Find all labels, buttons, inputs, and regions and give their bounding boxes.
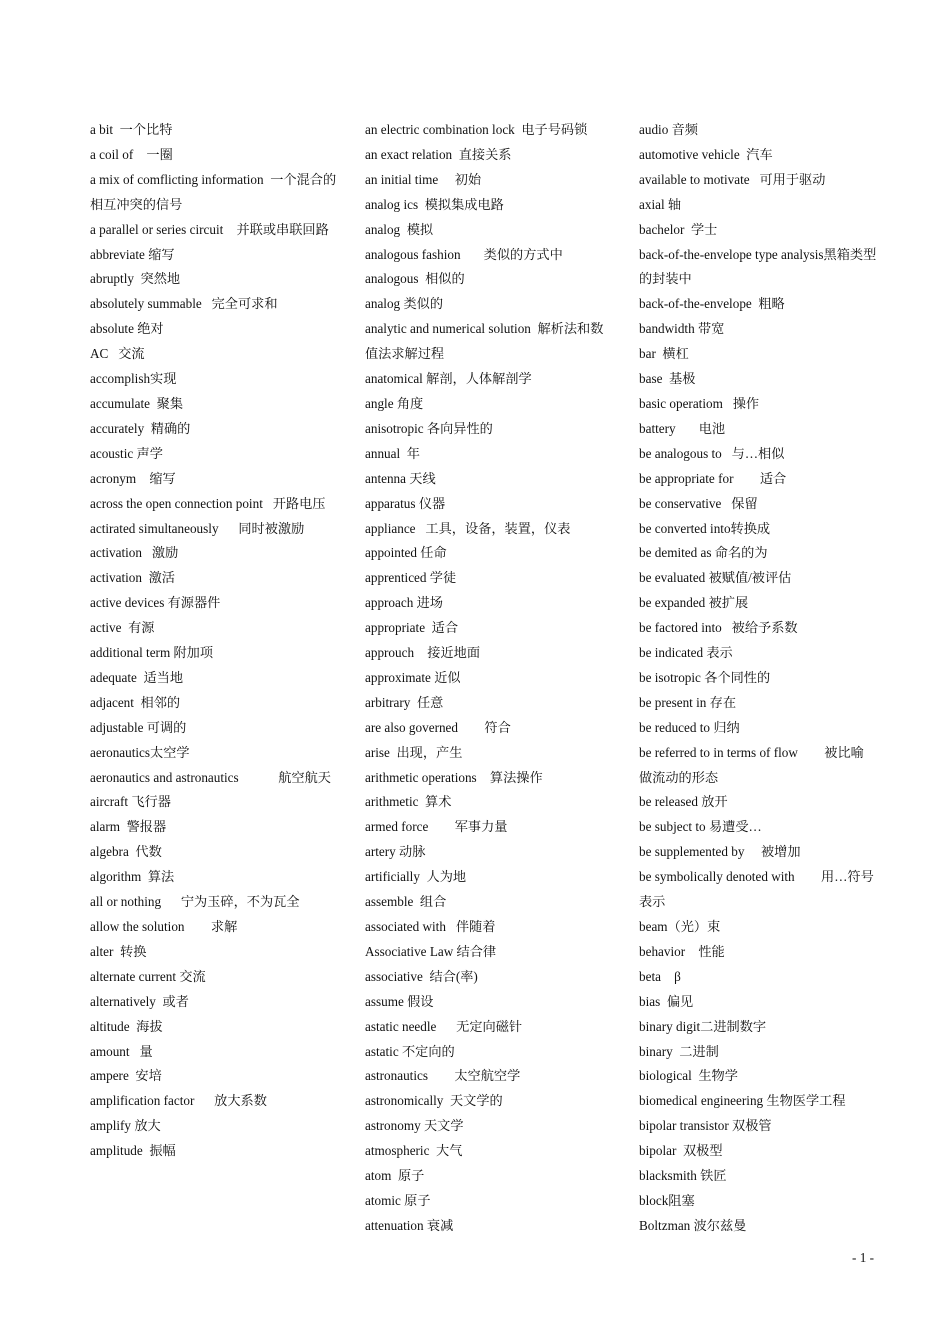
glossary-entry: be symbolically denoted with 用…符号表示 (639, 869, 874, 910)
glossary-entry: be isotropic 各个同性的 (639, 669, 771, 685)
glossary-entry: amount 量 (90, 1043, 153, 1059)
glossary-entry: artery 动脉 (365, 844, 426, 860)
glossary-entry: absolute 绝对 (90, 321, 164, 337)
glossary-entry: battery 电池 (639, 420, 726, 436)
glossary-entry: back-of-the-envelope 粗略 (639, 296, 785, 312)
glossary-entry: active devices 有源器件 (90, 595, 221, 611)
glossary-entry: base 基极 (639, 371, 696, 387)
glossary-entry: be analogous to 与…相似 (639, 445, 785, 461)
glossary-entry: algorithm 算法 (90, 869, 175, 885)
glossary-entry: be indicated 表示 (639, 645, 733, 661)
glossary-entry: additional term 附加项 (90, 645, 214, 661)
glossary-entry: Boltzman 波尔兹曼 (639, 1217, 747, 1233)
glossary-entry: amplification factor 放大系数 (90, 1093, 267, 1109)
glossary-entry: be reduced to 归纳 (639, 719, 740, 735)
glossary-entry: actirated simultaneously 同时被激励 (90, 520, 305, 536)
glossary-entry: be conservative 保留 (639, 495, 758, 511)
glossary-entry: altitude 海拔 (90, 1018, 163, 1034)
glossary-entry: alarm 警报器 (90, 819, 167, 835)
glossary-entry: audio 音频 (639, 122, 698, 137)
glossary-entry: algebra 代数 (90, 844, 162, 860)
glossary-column-2 (365, 118, 615, 1239)
glossary-entry: blacksmith 铁匠 (639, 1168, 727, 1184)
glossary-entry: block阻塞 (639, 1192, 695, 1208)
glossary-entry: a parallel or series circuit 并联或串联回路 (90, 221, 329, 237)
glossary-entry: binary 二进制 (639, 1043, 719, 1059)
glossary-entry: alter 转换 (90, 943, 147, 959)
glossary-entry: AC 交流 (90, 346, 145, 362)
glossary-entry: axial 轴 (639, 196, 682, 212)
glossary-entry: be released 放开 (639, 794, 728, 810)
glossary-entry: across the open connection point 开路电压 (90, 495, 326, 511)
glossary-entry: amplify 放大 (90, 1118, 161, 1134)
glossary-entry: bar 横杠 (639, 346, 689, 362)
glossary-entry: assume 假设 (365, 993, 434, 1009)
glossary-entry: activation 激励 (90, 545, 179, 561)
glossary-entry: absolutely summable 完全可求和 (90, 296, 278, 312)
glossary-entry: abruptly 突然地 (90, 271, 181, 287)
glossary-entry: an initial time 初始 (365, 171, 482, 187)
glossary-entry: appointed 任命 (365, 545, 447, 561)
glossary-entry: active 有源 (90, 620, 155, 636)
glossary-entry: be supplemented by 被增加 (639, 844, 801, 860)
glossary-entry: accomplish实现 (90, 371, 177, 387)
glossary-entry: be factored into 被给予系数 (639, 620, 798, 636)
glossary-entry: a bit 一个比特 (90, 122, 173, 137)
glossary-entry: be appropriate for 适合 (639, 470, 787, 486)
glossary-entry: be converted into转换成 (639, 520, 771, 536)
glossary-entry: appropriate 适合 (365, 620, 459, 636)
glossary-entry: activation 激活 (90, 570, 175, 586)
glossary-entry: artificially 人为地 (365, 869, 467, 885)
glossary-entry: alternatively 或者 (90, 993, 189, 1009)
glossary-entry: abbreviate 缩写 (90, 246, 175, 262)
glossary-entry: be subject to 易遭受… (639, 819, 762, 835)
glossary-entry: analogous 相似的 (365, 271, 465, 287)
glossary-entry: arithmetic operations 算法操作 (365, 769, 543, 785)
glossary-entry: adjustable 可调的 (90, 719, 187, 735)
glossary-entry: be present in 存在 (639, 694, 737, 710)
glossary-entry: adequate 适当地 (90, 669, 184, 685)
glossary-entry: atom 原子 (365, 1168, 425, 1184)
glossary-entry: astatic needle 无定向磁针 (365, 1018, 523, 1034)
glossary-entry: bipolar 双极型 (639, 1143, 723, 1159)
glossary-entry: bias 偏见 (639, 993, 694, 1009)
glossary-entry: arise 出现，产生 (365, 744, 463, 760)
glossary-entry: be demited as 命名的为 (639, 545, 768, 561)
glossary-entry: Associative Law 结合律 (365, 943, 497, 959)
glossary-entry: assemble 组合 (365, 894, 447, 910)
glossary-entry: back-of-the-envelope type analysis黑箱类型的封装中 (639, 246, 877, 287)
glossary-entry: acronym 缩写 (90, 470, 176, 486)
glossary-entry: antenna 天线 (365, 470, 436, 486)
glossary-entry: bipolar transistor 双极管 (639, 1118, 772, 1134)
glossary-entry: approximate 近似 (365, 669, 461, 685)
glossary-entry: armed force 军事力量 (365, 819, 508, 835)
glossary-entry: biological 生物学 (639, 1068, 738, 1084)
glossary-entry: arbitrary 任意 (365, 694, 444, 710)
glossary-entry: aeronautics太空学 (90, 744, 190, 760)
page-number: - 1 - (852, 1250, 874, 1265)
glossary-entry: biomedical engineering 生物医学工程 (639, 1093, 846, 1109)
glossary-entry: basic operatiom 操作 (639, 395, 760, 411)
glossary-entry: associated with 伴随着 (365, 919, 496, 934)
glossary-entry: adjacent 相邻的 (90, 694, 181, 710)
glossary-entry: aeronautics and astronautics 航空航天 (90, 769, 331, 785)
glossary-entry: attenuation 衰减 (365, 1217, 454, 1233)
glossary-entry: accurately 精确的 (90, 420, 191, 436)
glossary-entry: arithmetic 算术 (365, 794, 452, 810)
glossary-entry: appliance 工具，设备，装置，仪表 (365, 520, 571, 536)
glossary-entry: anisotropic 各向异性的 (365, 420, 493, 436)
glossary-entry: behavior 性能 (639, 943, 725, 959)
glossary-entry: apparatus 仪器 (365, 495, 446, 511)
glossary-entry: analog ics 模拟集成电路 (365, 196, 504, 212)
glossary-entry: atmospheric 大气 (365, 1143, 463, 1159)
glossary-entry: automotive vehicle 汽车 (639, 146, 773, 162)
glossary-entry: approuch 接近地面 (365, 645, 481, 661)
glossary-entry: available to motivate 可用于驱动 (639, 171, 826, 187)
glossary-entry: beam（光）束 (639, 919, 721, 934)
glossary-entry: astronautics 太空航空学 (365, 1068, 521, 1084)
glossary-entry: analog 模拟 (365, 221, 434, 237)
glossary-entry: allow the solution 求解 (90, 919, 238, 934)
glossary-entry: analogous fashion 类似的方式中 (365, 246, 563, 262)
glossary-column-3 (639, 118, 877, 1239)
glossary-entry: bachelor 学士 (639, 221, 718, 237)
glossary-entry: annual 年 (365, 445, 420, 461)
glossary-column-1 (90, 118, 340, 1164)
glossary-entry: all or nothing 宁为玉碎，不为瓦全 (90, 894, 300, 910)
glossary-entry: anatomical 解剖，人体解剖学 (365, 371, 532, 387)
glossary-entry: a mix of comflicting information 一个混合的相互冲突的信号 (90, 171, 337, 212)
glossary-entry: alternate current 交流 (90, 968, 206, 984)
glossary-entry: associative 结合(率) (365, 968, 478, 984)
glossary-entry: beta β (639, 968, 681, 984)
glossary-entry: bandwidth 带宽 (639, 321, 725, 337)
glossary-entry: angle 角度 (365, 395, 424, 411)
glossary-entry: binary digit二进制数字 (639, 1018, 767, 1034)
glossary-entry: an exact relation 直接关系 (365, 146, 512, 162)
glossary-entry: a coil of 一圈 (90, 146, 173, 162)
glossary-entry: be referred to in terms of flow 被比喻做流动的形态 (639, 744, 864, 785)
glossary-entry: analog 类似的 (365, 296, 444, 312)
glossary-entry: apprenticed 学徒 (365, 570, 457, 586)
glossary-entry: amplitude 振幅 (90, 1143, 176, 1159)
glossary-entry: an electric combination lock 电子号码锁 (365, 122, 588, 137)
glossary-entry: atomic 原子 (365, 1192, 431, 1208)
glossary-entry: ampere 安培 (90, 1068, 162, 1084)
glossary-entry: be expanded 被扩展 (639, 595, 749, 611)
glossary-entry: aircraft 飞行器 (90, 794, 171, 810)
glossary-entry: acoustic 声学 (90, 445, 163, 461)
glossary-entry: approach 进场 (365, 595, 443, 611)
glossary-entry: accumulate 聚集 (90, 395, 184, 411)
glossary-entry: are also governed 符合 (365, 719, 511, 735)
glossary-entry: analytic and numerical solution 解析法和数值法求解过程 (365, 321, 604, 362)
glossary-entry: astronomically 天文学的 (365, 1093, 503, 1109)
glossary-entry: astronomy 天文学 (365, 1118, 464, 1134)
glossary-entry: be evaluated 被赋值/被评估 (639, 570, 792, 586)
glossary-entry: astatic 不定向的 (365, 1043, 455, 1059)
